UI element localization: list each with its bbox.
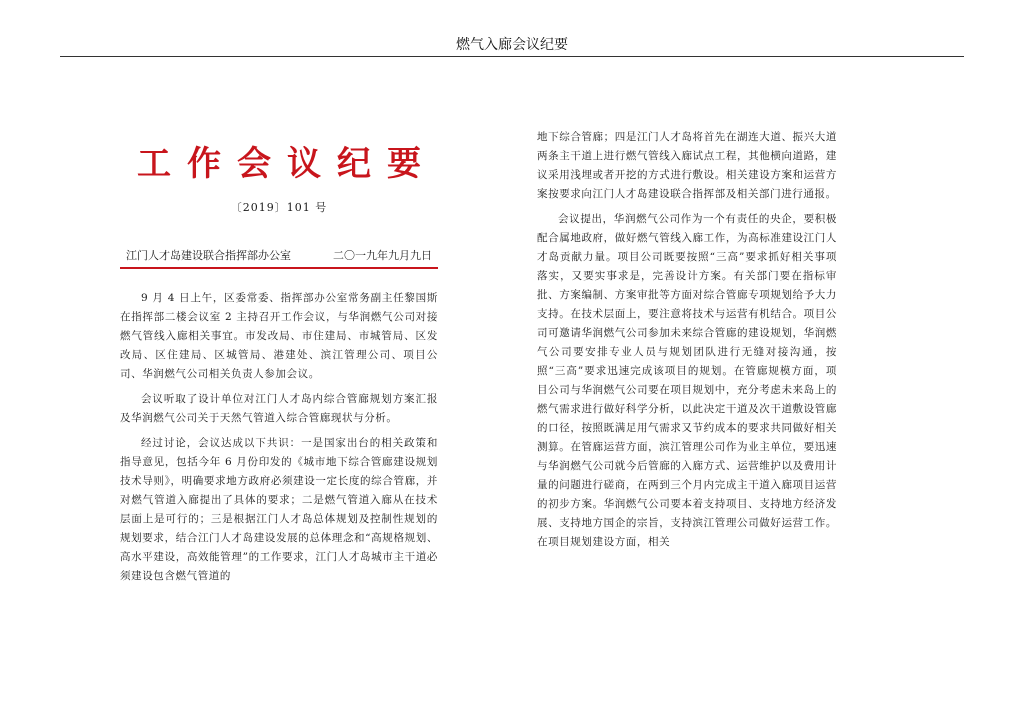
document-title: 工作会议纪要	[137, 144, 437, 184]
right-page	[537, 128, 837, 558]
red-divider	[120, 267, 438, 269]
sender-organization: 江门人才岛建设联合指挥部办公室	[126, 249, 291, 262]
page-header-title: 燃气入廊会议纪要	[456, 37, 568, 53]
paragraph: 经过讨论，会议达成以下共识：一是国家出台的相关政策和指导意见，包括今年 6 月份印发的《城市地下综合管廊建设规划技术导则》，明确要求地方政府必须建设一定长度的综合管廊，并对燃气管道入廊提出了具体的要求；二是燃气管道入廊从在技术层面上是可行的；三是根据江门人才岛总体规划及控制性规划的规划要求，结合江门人才岛建设发展的总体理念和“高规格规划、高水平建设，高效能管理”的工作要求，江门人才岛城市主干道必须建设包含燃气管道的	[120, 437, 438, 582]
document-number: 〔2019〕101 号	[230, 201, 328, 214]
left-page	[120, 136, 438, 592]
paragraph: 会议听取了设计单位对江门人才岛内综合管廊规划方案汇报及华润燃气公司关于天然气管道入综合管廊现状与分析。	[120, 393, 438, 424]
paragraph: 地下综合管廊；四是江门人才岛将首先在湖连大道、振兴大道两条主干道上进行燃气管线入廊试点工程，其他横向道路，建议采用浅埋或者开挖的方式进行敷设。相关建设方案和运营方案按要求向江门人才岛建设联合指挥部及相关部门进行通报。	[537, 131, 837, 200]
paragraph: 9 月 4 日上午，区委常委、指挥部办公室常务副主任黎国斯在指挥部二楼会议室 2 主持召开工作会议，与华润燃气公司对接燃气管线入廊相关事宜。市发改局、市住建局、市城管局、区发改局、区住建局、区城管局、港建处、滨江管理公司、项目公司、华润燃气公司相关负责人参加会议。	[120, 292, 438, 380]
paragraph: 会议提出，华润燃气公司作为一个有责任的央企，要积极配合属地政府，做好燃气管线入廊工作，为高标准建设江门人才岛贡献力量。项目公司既要按照“三高”要求抓好相关事项落实，又要实事求是，完善设计方案。有关部门要在指标审批、方案编制、方案审批等方面对综合管廊专项规划给予大力支持。在技术层面上，要注意将技术与运营有机结合。项目公司可邀请华润燃气公司参加未来综合管廊的建设规划，华润燃气公司要安排专业人员与规划团队进行无缝对接沟通，按照“三高”要求迅速完成该项目的规划。在管廊规模方面，项目公司与华润燃气公司要在项目规划中，充分考虑未来岛上的燃气需求进行做好科学分析，以此决定干道及次干道敷设管廊的口径，按照既满足用气需求又节约成本的要求共同做好相关测算。在管廊运营方面，滨江管理公司作为业主单位，要迅速与华润燃气公司就今后管廊的入廊方式、运营维护以及费用计量的问题进行磋商，在两到三个月内完成主干道入廊项目运营的初步方案。华润燃气公司要本着支持项目、支持地方经济发展、支持地方国企的宗旨，支持滨江管理公司做好运营工作。在项目规划建设方面，相关	[537, 213, 837, 548]
issue-date: 二〇一九年九月九日	[333, 249, 432, 262]
sender-row	[120, 247, 438, 267]
header-divider	[60, 56, 964, 57]
